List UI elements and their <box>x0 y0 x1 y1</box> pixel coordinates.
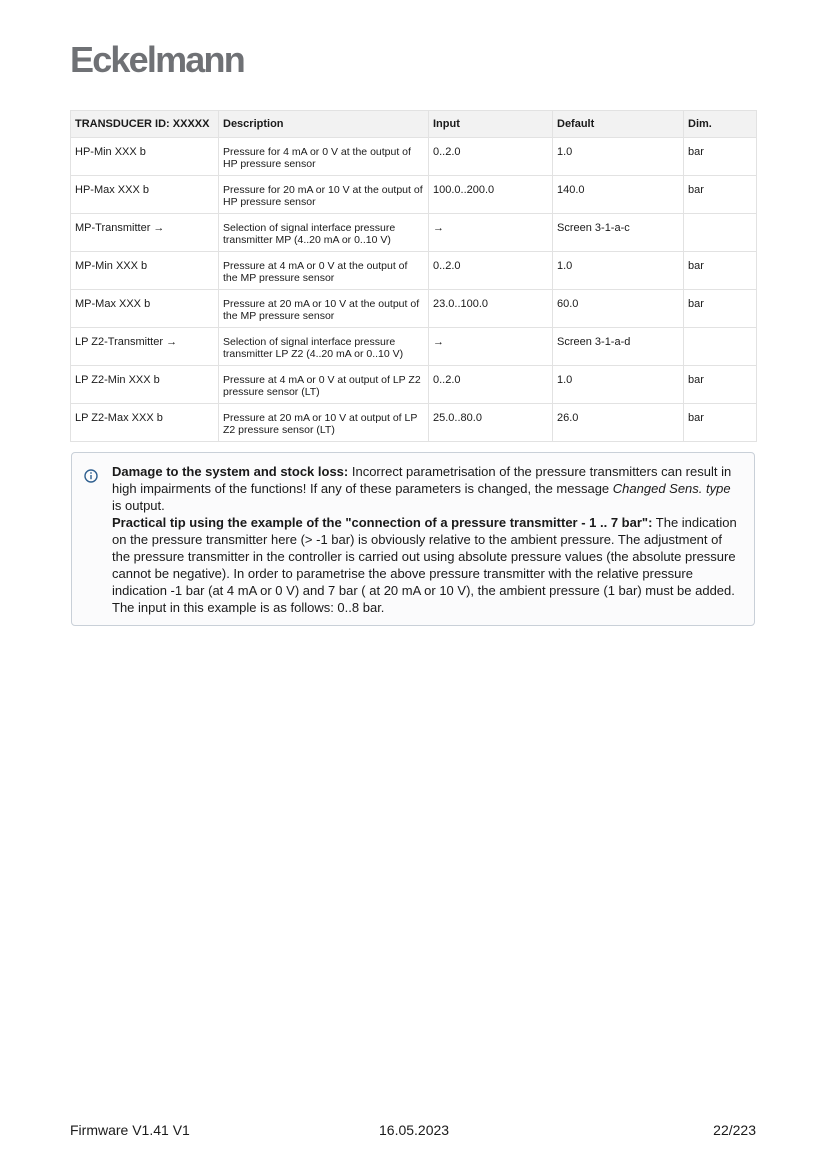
dim-cell: bar <box>684 252 757 290</box>
column-header-default: Default <box>553 111 684 138</box>
input-cell: 100.0..200.0 <box>429 176 553 214</box>
dim-cell: bar <box>684 404 757 442</box>
default-cell: 26.0 <box>553 404 684 442</box>
warning-text: Incorrect parametrisation of the pressure transmitters can result in high impairments of the functions! If any of these parameters is changed, the message <box>112 464 732 496</box>
description-cell: Pressure at 20 mA or 10 V at output of LP Z2 pressure sensor (LT) <box>219 404 429 442</box>
table-row <box>71 366 757 404</box>
footer-firmware-version: Firmware V1.41 V1 <box>70 1122 190 1138</box>
dim-cell <box>684 214 757 252</box>
param-cell: LP Z2-Min XXX b <box>71 366 219 404</box>
description-cell: Pressure at 4 mA or 0 V at output of LP Z2 pressure sensor (LT) <box>219 366 429 404</box>
dim-cell <box>684 328 757 366</box>
param-cell: HP-Min XXX b <box>71 138 219 176</box>
column-header-dim: Dim. <box>684 111 757 138</box>
param-cell: HP-Max XXX b <box>71 176 219 214</box>
default-cell: 1.0 <box>553 366 684 404</box>
note-text <box>112 463 742 616</box>
footer-date: 16.05.2023 <box>379 1122 450 1138</box>
param-cell: MP-Min XXX b <box>71 252 219 290</box>
dim-cell: bar <box>684 290 757 328</box>
footer-page-number: 22/223 <box>713 1122 756 1138</box>
default-cell: 1.0 <box>553 138 684 176</box>
warning-text-end: is output. <box>112 498 165 513</box>
description-cell: Selection of signal interface pressure transmitter LP Z2 (4..20 mA or 0..10 V) <box>219 328 429 366</box>
default-cell: 1.0 <box>553 252 684 290</box>
tip-text: The indication on the pressure transmitter here (> -1 bar) is obviously relative to the ambient pressure. The adjustment of the pressure transmitter in the controller is carried out using absolute pressure values (the absolute pressure cannot be negative). In order to parametrise the above pressure transmitter with the relative pressure indication -1 bar (at 4 mA or 0 V) and 7 bar ( at 20 mA or 10 V), the ambient pressure (1 bar) must be added. The input in this example is as follows: 0..8 bar. <box>112 515 737 615</box>
input-cell: 0..2.0 <box>429 252 553 290</box>
input-cell: 25.0..80.0 <box>429 404 553 442</box>
default-cell: Screen 3-1-a-c <box>553 214 684 252</box>
column-header-description: Description <box>219 111 429 138</box>
column-header-input: Input <box>429 111 553 138</box>
info-icon <box>84 469 98 483</box>
company-logo: Eckelmann <box>70 39 244 80</box>
tip-title: Practical tip using the example of the "connection of a pressure transmitter - 1 .. 7 bar": <box>112 515 653 530</box>
column-header-transducer-id: TRANSDUCER ID: XXXXX <box>71 111 219 138</box>
table-row <box>71 252 757 290</box>
transducer-parameter-table <box>70 110 757 442</box>
table-row <box>71 328 757 366</box>
input-cell: → <box>429 214 553 252</box>
info-note-box <box>71 452 755 626</box>
default-cell: 60.0 <box>553 290 684 328</box>
param-cell: LP Z2-Transmitter → <box>71 328 219 366</box>
description-cell: Pressure for 20 mA or 10 V at the output of HP pressure sensor <box>219 176 429 214</box>
param-cell: MP-Transmitter → <box>71 214 219 252</box>
table-row <box>71 290 757 328</box>
default-cell: Screen 3-1-a-d <box>553 328 684 366</box>
table-row <box>71 138 757 176</box>
table-row <box>71 214 757 252</box>
input-cell: 0..2.0 <box>429 138 553 176</box>
table-header-row <box>71 111 757 138</box>
param-cell: LP Z2-Max XXX b <box>71 404 219 442</box>
table-row <box>71 404 757 442</box>
param-cell: MP-Max XXX b <box>71 290 219 328</box>
input-cell: 23.0..100.0 <box>429 290 553 328</box>
description-cell: Pressure at 20 mA or 10 V at the output of the MP pressure sensor <box>219 290 429 328</box>
description-cell: Selection of signal interface pressure transmitter MP (4..20 mA or 0..10 V) <box>219 214 429 252</box>
input-cell: 0..2.0 <box>429 366 553 404</box>
description-cell: Pressure at 4 mA or 0 V at the output of the MP pressure sensor <box>219 252 429 290</box>
warning-message-name: Changed Sens. type <box>612 481 731 496</box>
warning-title: Damage to the system and stock loss: <box>112 464 349 479</box>
dim-cell: bar <box>684 138 757 176</box>
default-cell: 140.0 <box>553 176 684 214</box>
dim-cell: bar <box>684 366 757 404</box>
dim-cell: bar <box>684 176 757 214</box>
table-row <box>71 176 757 214</box>
description-cell: Pressure for 4 mA or 0 V at the output of HP pressure sensor <box>219 138 429 176</box>
input-cell: → <box>429 328 553 366</box>
